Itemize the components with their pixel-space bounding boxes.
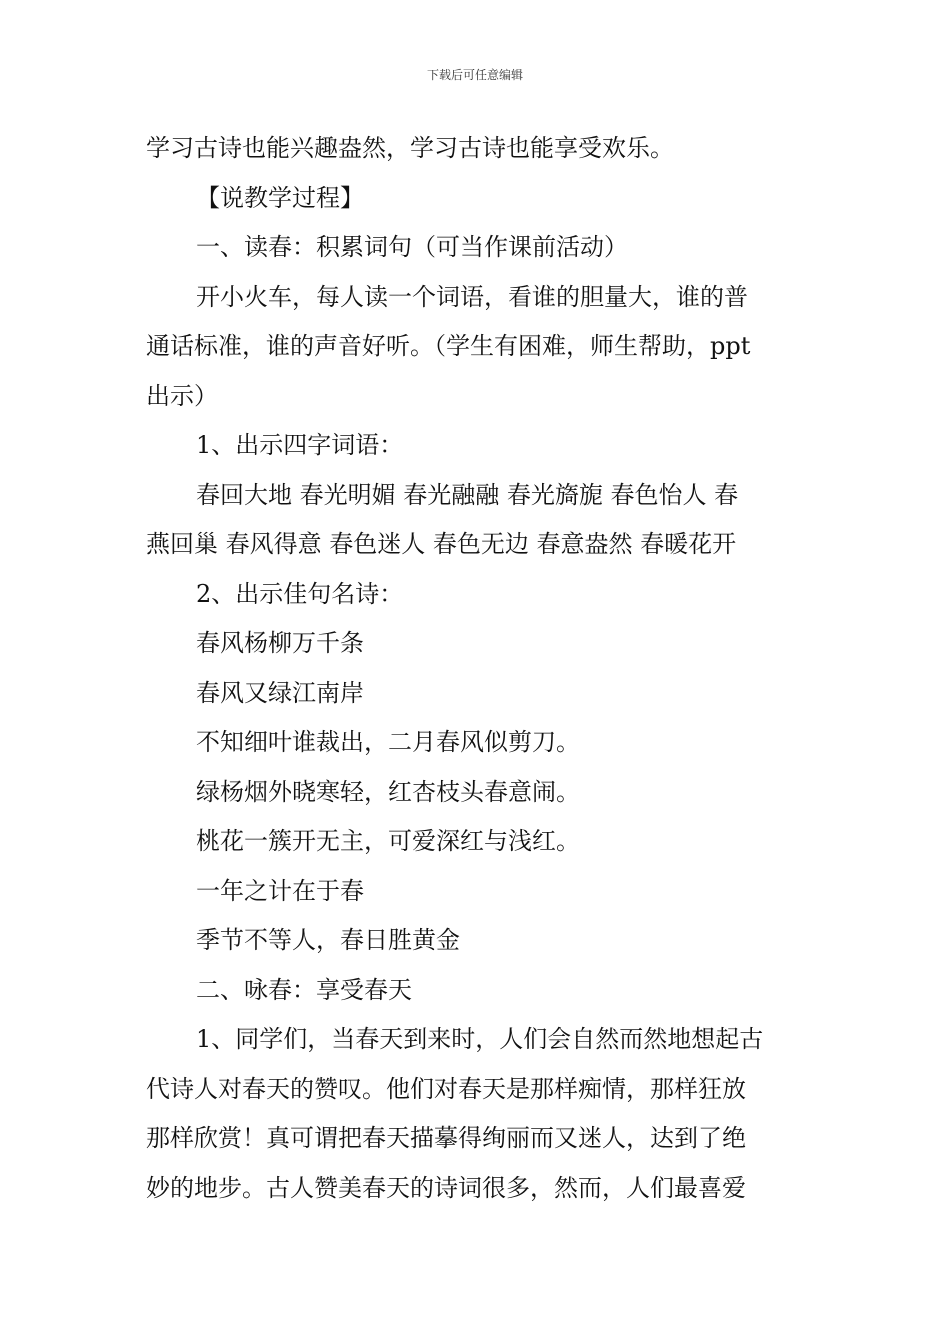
word-list-line: 春回大地 春光明媚 春光融融 春光旖旎 春色怡人 春 xyxy=(196,480,739,509)
poem-line: 季节不等人，春日胜黄金 xyxy=(196,926,460,954)
paragraph-line: 出示） xyxy=(146,381,218,410)
paragraph-line: 开小火车，每人读一个词语，看谁的胆量大，谁的普 xyxy=(196,282,748,311)
poem-line: 春风杨柳万千条 xyxy=(196,629,364,657)
section-heading: 一、读春：积累词句（可当作课前活动） xyxy=(196,233,628,261)
poem-line: 桃花一簇开无主，可爱深红与浅红。 xyxy=(196,827,580,855)
document-body xyxy=(146,124,810,1213)
word-list-line: 燕回巢 春风得意 春色迷人 春色无边 春意盎然 春暖花开 xyxy=(146,530,737,558)
poem-line: 绿杨烟外晓寒轻，红杏枝头春意闹。 xyxy=(196,777,580,806)
paragraph-line: 代诗人对春天的赞叹。他们对春天是那样痴情，那样狂放 xyxy=(146,1074,746,1103)
page-header-note: 下载后可任意编辑 xyxy=(426,68,523,82)
poem-line: 春风又绿江南岸 xyxy=(196,678,364,707)
section-heading: 【说教学过程】 xyxy=(196,183,364,212)
paragraph-line: 那样欣赏！真可谓把春天描摹得绚丽而又迷人，达到了绝 xyxy=(146,1124,746,1152)
poem-line: 不知细叶谁裁出，二月春风似剪刀。 xyxy=(196,728,580,756)
subsection-heading: 1、出示四字词语： xyxy=(196,431,404,459)
subsection-heading: 2、出示佳句名诗： xyxy=(196,579,404,608)
paragraph-line: 妙的地步。古人赞美春天的诗词很多，然而，人们最喜爱 xyxy=(146,1173,746,1202)
paragraph-line: 学习古诗也能兴趣盎然，学习古诗也能享受欢乐。 xyxy=(146,134,674,162)
section-heading: 二、咏春：享受春天 xyxy=(196,975,412,1004)
paragraph-line: 1、同学们，当春天到来时，人们会自然而然地想起古 xyxy=(196,1025,764,1053)
poem-line: 一年之计在于春 xyxy=(196,876,364,905)
paragraph-line: 通话标准，谁的声音好听。（学生有困难，师生帮助，ppt xyxy=(146,332,751,360)
